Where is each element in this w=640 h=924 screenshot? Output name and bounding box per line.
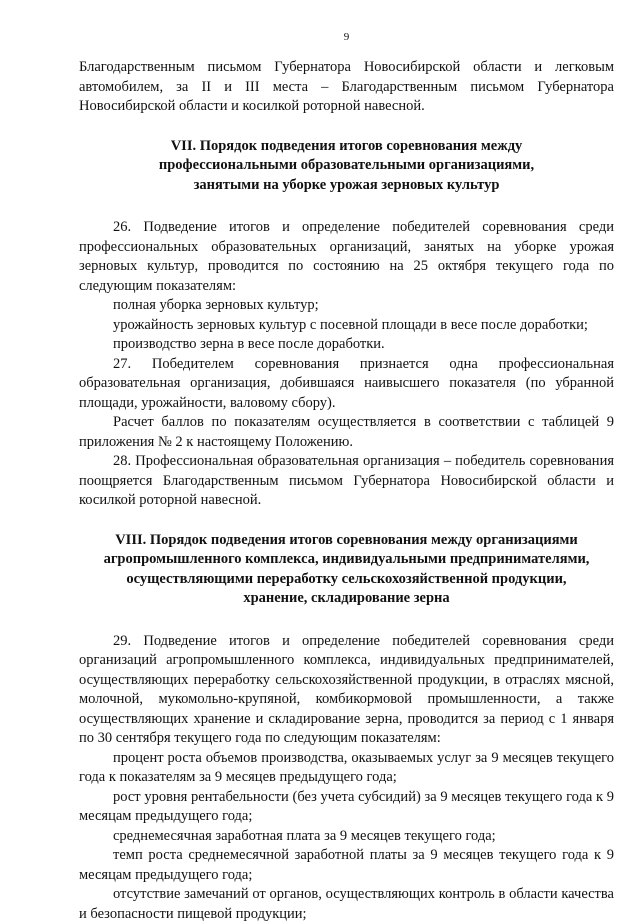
clause-29: 29. Подведение итогов и определение победителей соревнования среди организаций агропромышленного комплекса, индивидуальных предпринимателей, осуществляющих переработку сельскохозяйственной продукции, в отраслях мясной, молочной, мукомольно-крупяной, комбикормовой промышленности, а также осуществляющих хранение и складирование зерна, проводится за период с 1 января по 30 сентября текущего года по следующим показателям: [79, 632, 614, 746]
clause-27-calculation: Расчет баллов по показателям осуществляется в соответствии с таблицей 9 приложения № 2 к настоящему Положению. [79, 414, 614, 450]
clause-27: 27. Победителем соревнования признается одна профессиональная образовательная организация, добившаяся наивысшего показателя (по убранной площади, урожайности, валовому сбору). [79, 355, 614, 411]
section-8-title-line: хранение, складирование зерна [243, 590, 450, 606]
clause-29-item: процент роста объемов производства, оказываемых услуг за 9 месяцев текущего года к показателям за 9 месяцев предыдущего года; [79, 749, 614, 785]
section-8-title [79, 531, 614, 609]
page-number: 9 [343, 31, 350, 43]
clause-26-item: полная уборка зерновых культур; [113, 297, 319, 313]
section-8-title-line: агропромышленного комплекса, индивидуальными предпринимателями, [103, 551, 590, 567]
clause-26-item: производство зерна в весе после доработки. [113, 336, 385, 352]
clause-29-item: отсутствие замечаний от органов, осуществляющих контроль в области качества и безопасности пищевой продукции; [79, 886, 614, 922]
section-8-title-line: VIII. Порядок подведения итогов соревнования между организациями [115, 531, 578, 548]
clause-28: 28. Профессиональная образовательная организация – победитель соревнования поощряется Благодарственным письмом Губернатора Новосибирской области и косилкой роторной навесной. [79, 453, 614, 508]
clause-29-item: темп роста среднемесячной заработной платы за 9 месяцев текущего года к 9 месяцам предыдущего года; [79, 847, 614, 883]
intro-paragraph: Благодарственным письмом Губернатора Новосибирской области и легковым автомобилем, за II и III места – Благодарственным письмом Губернатора Новосибирской области и косилкой роторной навесной. [79, 59, 614, 114]
section-7-title [79, 137, 614, 196]
section-7-title-line: VII. Порядок подведения итогов соревнования между [170, 137, 523, 154]
clause-26: 26. Подведение итогов и определение победителей соревнования среди профессиональных образовательных организаций, занятых на уборке урожая зерновых культур, проводится по состоянию на 25 октября текущего года по следующим показателям: [79, 219, 614, 294]
section-7-title-line: профессиональными образовательными организациями, [158, 157, 535, 173]
clause-26-item: урожайность зерновых культур с посевной площади в весе после доработки; [113, 316, 588, 333]
clause-29-item: среднемесячная заработная плата за 9 месяцев текущего года; [113, 827, 496, 844]
clause-29-item: рост уровня рентабельности (без учета субсидий) за 9 месяцев текущего года к 9 месяцам предыдущего года; [79, 788, 614, 824]
section-7-title-line: занятыми на уборке урожая зерновых культур [193, 176, 500, 193]
section-8-title-line: осуществляющими переработку сельскохозяйственной продукции, [126, 570, 567, 587]
